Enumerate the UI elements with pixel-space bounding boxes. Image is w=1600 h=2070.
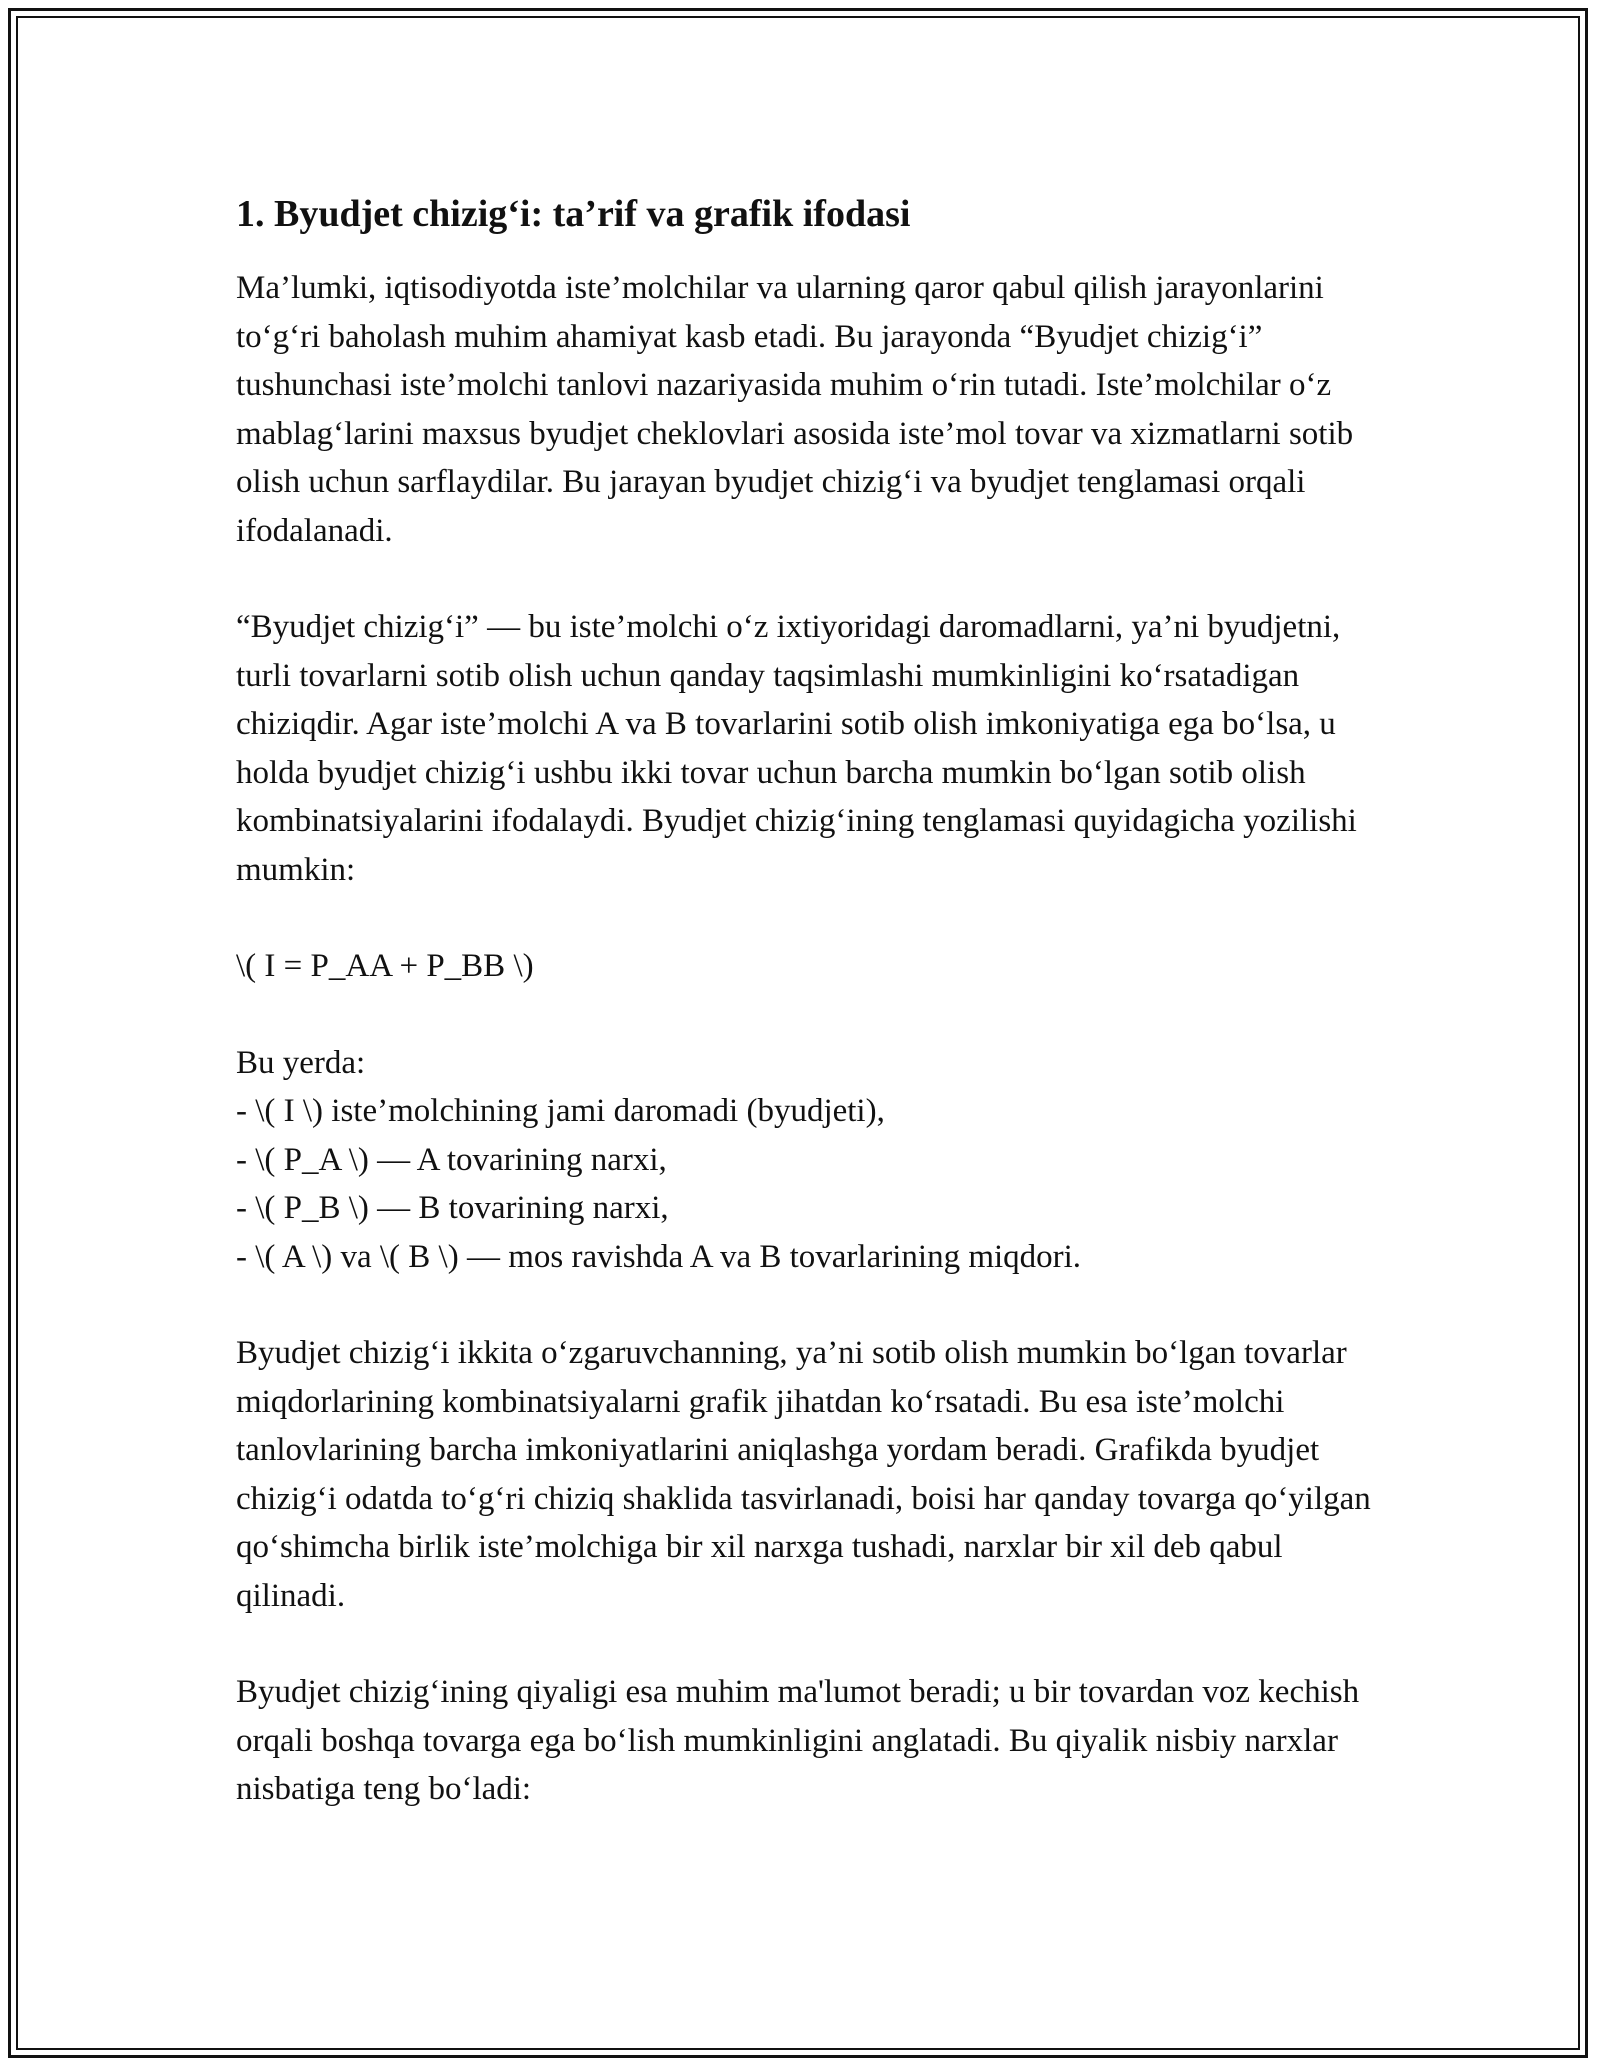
paragraph-slope: Byudjet chizig‘ining qiyaligi esa muhim ma'lumot beradi; u bir tovardan voz kechish orqali boshqa tovarga ega bo‘lish mumkinligini anglatadi. Bu qiyalik nisbiy narxlar nisbatiga teng bo‘ladi: — [236, 1674, 1360, 1807]
budget-equation: \( I = P_AA + P_BB \) — [236, 948, 534, 984]
paragraph-definition: “Byudjet chizig‘i” — bu iste’molchi o‘z ixtiyoridagi daromadlarni, ya’ni byudjetni, turli tovarlarni sotib olish uchun qanday taqsimlashi mumkinligini ko‘rsatadigan chiziqdir. Agar iste’molchi A va B tovarlarini sotib olish imkoniyatiga ega bo‘lsa, u holda byudjet chizig‘i ushbu ikki tovar uchun barcha mumkin bo‘lgan sotib olish kombinatsiyalarini ifodalaydi. Byudjet chizig‘ining tenglamasi quyidagicha yozilishi mumkin: — [236, 609, 1357, 888]
definition-item: - \( A \) va \( B \) — mos ravishda A va B tovarlarining miqdori. — [236, 1238, 1082, 1275]
definition-item: - \( P_A \) — A tovarining narxi, — [236, 1141, 667, 1178]
definition-item: - \( I \) iste’molchining jami daromadi (byudjeti), — [236, 1093, 885, 1129]
paragraph-graph: Byudjet chizig‘i ikkita o‘zgaruvchanning, ya’ni sotib olish mumkin bo‘lgan tovarlar miqdorlarining kombinatsiyalarni grafik jihatdan ko‘rsatadi. Bu esa iste’molchi tanlovlarining barcha imkoniyatlarini aniqlashga yordam beradi. Grafikda byudjet chizig‘i odatda to‘g‘ri chiziq shaklida tasvirlanadi, boisi har qanday tovarga qo‘yilgan qo‘shimcha birlik iste’molchiga bir xil narxga tushadi, narxlar bir xil deb qabul qilinadi. — [236, 1335, 1371, 1614]
definition-item: - \( P_B \) — B tovarining narxi, — [236, 1190, 669, 1226]
definitions-intro: Bu yerda: — [236, 1044, 366, 1081]
section-heading: 1. Byudjet chizig‘i: ta’rif va grafik ifodasi — [236, 193, 911, 235]
definitions-block — [236, 1039, 1376, 1282]
definitions-list — [236, 1087, 1376, 1281]
document-body — [236, 186, 1376, 1862]
paragraph-intro: Ma’lumki, iqtisodiyotda iste’molchilar va ularning qaror qabul qilish jarayonlarini to‘g‘ri baholash muhim ahamiyat kasb etadi. Bu jarayonda “Byudjet chizig‘i” tushunchasi iste’molchi tanlovi nazariyasida muhim o‘rin tutadi. Iste’molchilar o‘z mablag‘larini maxsus byudjet cheklovlari asosida iste’mol tovar va xizmatlarni sotib olish uchun sarflaydilar. Bu jarayan byudjet chizig‘i va byudjet tenglamasi orqali ifodalanadi. — [236, 270, 1354, 549]
